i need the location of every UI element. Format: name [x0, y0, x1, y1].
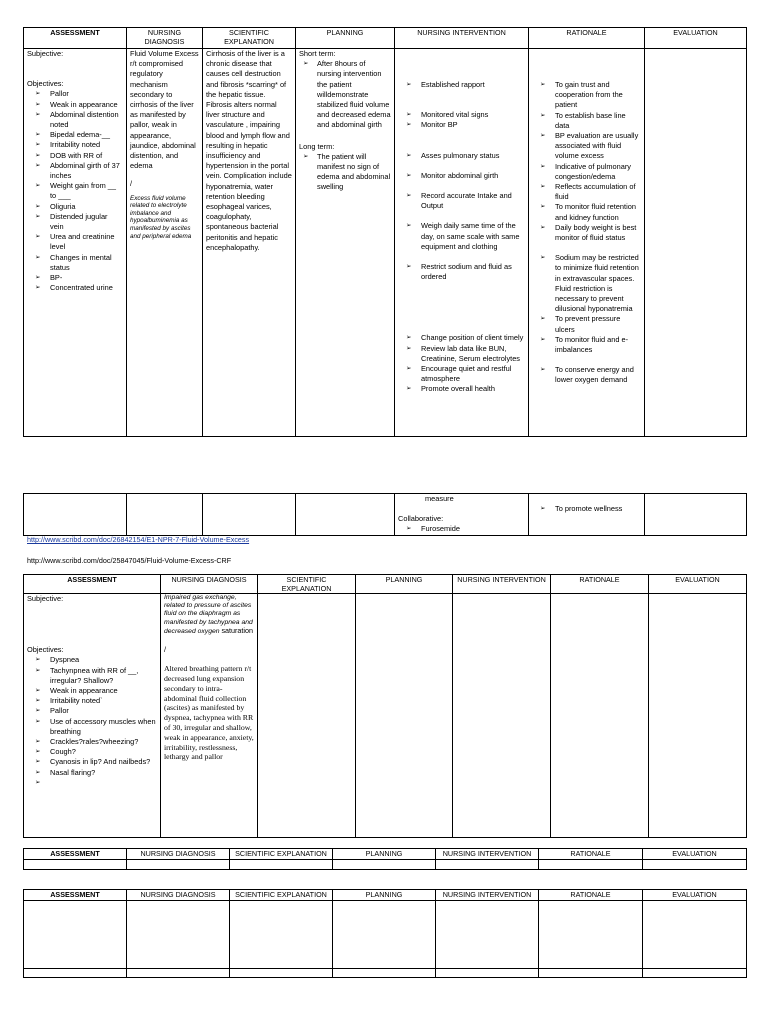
objectives-list: ➢ Dyspnea ➢ Tachynpnea with RR of __, irregular? Shallow? ➢ Weak in appearance ➢ Irritability noted` ➢ Pallor ➢ Use of accessory muscles when breathing ➢ Crackles?rales?wheezing? ➢ Cough? ➢ Cyanosis in lip? And nailbeds? ➢ Nasal flaring? ➢	[27, 655, 157, 777]
table-cell	[230, 901, 333, 969]
nursing-diagnosis-cell	[161, 594, 258, 838]
list-item: ➢ Weigh daily same time of the day, on same scale with same equipment and clothing	[406, 221, 520, 251]
list-item: ➢ Promote overall health	[406, 384, 495, 394]
assessment-cell	[24, 49, 127, 437]
care-plan-table-gas-exchange	[23, 574, 747, 838]
body-row	[24, 969, 747, 978]
list-item: ➢ Concentrated urine	[35, 283, 113, 293]
list-item: ➢ To monitor fluid and e-imbalances	[540, 334, 629, 355]
rationale-cell	[529, 49, 645, 437]
list-item: ➢ Monitored vital signs	[406, 110, 489, 120]
short-term-list	[299, 59, 391, 130]
table-cell	[24, 969, 127, 978]
table-cell	[643, 860, 747, 870]
header-row	[24, 890, 747, 901]
list-item: ➢ Asses pulmonary status	[406, 150, 500, 160]
header-row	[24, 28, 747, 49]
list-item: ➢ Indicative of pulmonary congestion/edema	[540, 161, 631, 181]
list-item: ➢ DOB with RR of	[35, 150, 103, 160]
diagnosis-serif-text: Altered breathing pattern r/t decreased lung expansion secondary to intra-abdominal fluid collection (ascites) as manifested by dyspnea, tachypnea with RR of 30, irregular and shallow, weak in appearance, anxiety, irritability, restlessness, lethargy and pallor	[164, 664, 254, 762]
short-term-label: Short term:	[299, 49, 336, 58]
care-plan-table-continuation	[23, 493, 747, 536]
list-item: ➢ To monitor fluid retention and kidney function	[540, 202, 636, 222]
header-rationale: RATIONALE	[539, 890, 643, 901]
list-item: ➢ Established rapport	[406, 80, 485, 89]
header-assessment: ASSESSMENT	[24, 28, 127, 49]
body-row	[24, 49, 747, 437]
table-cell	[436, 969, 539, 978]
header-nd-line1: NURSING	[147, 28, 182, 37]
objectives-list	[27, 89, 123, 293]
long-term-label: Long term:	[299, 141, 335, 151]
care-plan-table-1-wrapper	[23, 27, 746, 437]
body-row	[24, 901, 747, 969]
header-row	[24, 849, 747, 860]
evaluation-cell	[649, 594, 747, 838]
assessment-cell	[24, 594, 161, 838]
list-item: ➢ Monitor abdominal girth	[406, 170, 499, 180]
care-plan-table-empty-1	[23, 848, 747, 870]
table-cell	[333, 969, 436, 978]
diagnosis-italic-text	[164, 594, 254, 636]
list-item: ➢ Daily body weight is best monitor of fluid status	[540, 222, 637, 243]
subjective-label: Subjective:	[27, 594, 64, 603]
list-item: ➢ Monitor BP	[406, 120, 458, 130]
list-item: ➢ Encourage quiet and restful atmosphere	[406, 364, 512, 384]
table-cell	[230, 860, 333, 870]
header-planning: PLANNING	[296, 28, 395, 49]
care-plan-table-2-wrapper	[23, 574, 746, 838]
planning-cell	[296, 49, 395, 437]
list-item: ➢ Irritability noted	[35, 140, 101, 150]
header-evaluation: EVALUATION	[645, 28, 747, 49]
diagnosis-slash: /	[130, 179, 133, 189]
rationale-cell	[529, 494, 645, 536]
list-item: ➢ After 8hours of nursing intervention the patient willdemonstrate stabilized fluid volume and decreased edema and abdominal girth	[303, 59, 391, 130]
header-nursing-diagnosis: NURSING DIAGNOSIS	[127, 890, 230, 901]
table-cell	[643, 969, 747, 978]
header-evaluation: EVALUATION	[643, 849, 747, 860]
list-item: ➢ BP-	[35, 273, 63, 283]
table-cell	[436, 860, 539, 870]
intervention-continuation: measure	[425, 494, 454, 503]
header-planning: PLANNING	[333, 890, 436, 901]
table-cell	[24, 860, 127, 870]
list-item: ➢ Abdominal distention noted	[35, 109, 119, 130]
list-item: ➢ Nasal flaring?	[35, 767, 96, 777]
header-scientific-explanation: SCIENTIFIC EXPLANATION	[258, 575, 356, 594]
table-cell	[127, 901, 230, 969]
collaborative-label: Collaborative:	[398, 514, 444, 524]
list-item: ➢ BP evaluation are usually associated with fluid volume excess	[540, 131, 639, 161]
interventions-list	[398, 80, 525, 395]
list-item: ➢ Reflects accumulation of fluid	[540, 182, 636, 202]
scientific-text: Cirrhosis of the liver is a chronic disease that causes cell destruction and fibrosis *scarring* of the hepatic tissue. Fibrosis alters normal liver structure and vasculature , impairing blood and lymph flow and resulting in hepatic insufficiency and hypertension in the portal vein. Complication include hyponatremia, water retention bleeding esophageal varices, coagulophaty, spontaneous bacterial peritonitis and hepatic encephalopathy.	[206, 49, 292, 252]
header-se-line1: SCIENTIFIC	[229, 28, 269, 37]
care-plan-table-4-wrapper	[23, 889, 746, 978]
nursing-diagnosis-cell	[127, 494, 203, 536]
header-nursing-intervention: NURSING INTERVENTION	[453, 575, 551, 594]
evaluation-cell	[645, 494, 747, 536]
header-evaluation: EVALUATION	[649, 575, 747, 594]
reference-link-1[interactable]: http://www.scribd.com/doc/26842154/E1-NPR-7-Fluid-Volume-Excess	[27, 535, 250, 544]
table-cell	[333, 901, 436, 969]
list-item: ➢ Sodium may be restricted to minimize fluid retention in extravascular spaces. Fluid restriction is necessary to prevent dilusional hyponatremia	[540, 253, 639, 314]
table-cell	[127, 860, 230, 870]
diagnosis-italic-body: Impaired gas exchange, related to pressure of ascites fluid on the diaphragm as manifested by tachypnea and decreased oxygen	[164, 594, 253, 635]
reference-link-1-wrapper	[27, 535, 249, 545]
care-plan-table-empty-2	[23, 889, 747, 978]
list-item: ➢ Distended jugular vein	[35, 211, 108, 232]
list-item: ➢ Bipedal edema-__	[35, 130, 110, 140]
header-scientific-explanation: SCIENTIFIC EXPLANATION	[230, 890, 333, 901]
evaluation-cell	[645, 49, 747, 437]
header-planning: PLANNING	[333, 849, 436, 860]
header-assessment: ASSESSMENT	[24, 890, 127, 901]
header-planning: PLANNING	[356, 575, 453, 594]
list-item: ➢ Abdominal girth of 37 inches	[35, 160, 120, 181]
header-assessment: ASSESSMENT	[24, 575, 161, 594]
list-item: ➢ Pallor	[35, 706, 69, 716]
scientific-explanation-cell	[203, 49, 296, 437]
list-item: ➢ Weak in appearance	[35, 686, 118, 696]
nursing-intervention-cell	[453, 594, 551, 838]
header-nursing-diagnosis: NURSING DIAGNOSIS	[161, 575, 258, 594]
table-cell	[127, 969, 230, 978]
list-item: ➢ Restrict sodium and fluid as ordered	[406, 262, 512, 282]
assessment-cell	[24, 494, 127, 536]
list-item: ➢ Tachynpnea with RR of __, irregular? Shallow?	[35, 665, 139, 685]
list-item: ➢ Change position of client timely	[406, 333, 524, 343]
long-term-list	[299, 152, 391, 193]
list-item: ➢ Cough?	[35, 747, 76, 757]
list-item: ➢ Furosemide	[406, 524, 461, 534]
list-item: ➢ To conserve energy and lower oxygen demand	[540, 365, 634, 385]
list-item: ➢ Cyanosis in lip? And nailbeds?	[35, 757, 151, 767]
rationales-list	[532, 80, 641, 386]
header-rationale: RATIONALE	[529, 28, 645, 49]
header-scientific-explanation	[203, 28, 296, 49]
header-se-line2: EXPLANATION	[224, 37, 274, 46]
body-row	[24, 860, 747, 870]
header-row	[24, 575, 747, 594]
list-item: ➢ To gain trust and cooperation from the patient	[540, 80, 623, 110]
continuation-row	[24, 494, 747, 536]
list-item: ➢ Crackles?rales?wheezing?	[35, 737, 139, 747]
list-item: ➢ Oliguria	[35, 201, 76, 211]
header-nursing-intervention: NURSING INTERVENTION	[436, 890, 539, 901]
collaborative-list	[398, 524, 525, 534]
diagnosis-text: Fluid Volume Excess r/t compromised regulatory mechanism secondary to cirrhosis of the liver as manifested by pallor, weak in appearance, jaundice, abdominal distention, and edema	[130, 49, 199, 171]
nursing-diagnosis-cell	[127, 49, 203, 437]
planning-cell	[356, 594, 453, 838]
header-scientific-explanation: SCIENTIFIC EXPLANATION	[230, 849, 333, 860]
nursing-intervention-cell	[395, 49, 529, 437]
list-item: ➢ Review lab data like BUN, Creatinine, Serum electrolytes	[406, 343, 520, 363]
diagnosis-italic-tail: saturation	[221, 625, 254, 635]
table-cell	[539, 860, 643, 870]
list-item: ➢ Use of accessory muscles when breathing	[35, 716, 156, 736]
list-item: ➢ Urea and creatinine level	[35, 232, 115, 252]
table-cell	[436, 901, 539, 969]
rationale-cell	[551, 594, 649, 838]
objectives-label: Objectives:	[27, 79, 64, 89]
list-item: ➢ Pallor	[35, 89, 69, 99]
table-cell	[24, 901, 127, 969]
diagnosis-slash: /	[164, 645, 167, 655]
reference-url-2: http://www.scribd.com/doc/25847045/Fluid-Volume-Excess-CRF	[27, 556, 232, 565]
header-rationale: RATIONALE	[551, 575, 649, 594]
diagnosis-alt-text: Excess fluid volume related to electrolyte imbalance and hypoalbuminemia as manifested by ascites and peripheral edema	[130, 194, 192, 240]
care-plan-table-1-continuation-wrapper	[23, 493, 746, 536]
rationales-list	[532, 504, 641, 514]
planning-cell	[296, 494, 395, 536]
list-item: ➢ Record accurate Intake and Output	[406, 191, 512, 211]
header-assessment: ASSESSMENT	[24, 849, 127, 860]
table-cell	[333, 860, 436, 870]
list-item: ➢ Dyspnea	[35, 655, 80, 665]
nursing-intervention-cell	[395, 494, 529, 536]
body-row	[24, 594, 747, 838]
header-nursing-diagnosis	[127, 28, 203, 49]
subjective-label: Subjective:	[27, 49, 64, 58]
table-cell	[643, 901, 747, 969]
care-plan-table-3-wrapper	[23, 848, 746, 870]
reference-link-2-wrapper	[27, 556, 231, 566]
header-nursing-intervention: NURSING INTERVENTION	[436, 849, 539, 860]
table-cell	[539, 969, 643, 978]
list-item: ➢ To establish base line data	[540, 110, 626, 130]
scientific-explanation-cell	[258, 594, 356, 838]
list-item: ➢ The patient will manifest no sign of edema and abdominal swelling	[303, 151, 391, 192]
list-item: ➢ Weak in appearance	[35, 99, 118, 109]
header-rationale: RATIONALE	[539, 849, 643, 860]
header-nursing-diagnosis: NURSING DIAGNOSIS	[127, 849, 230, 860]
scientific-explanation-cell	[203, 494, 296, 536]
list-item: ➢ To promote wellness	[540, 504, 623, 513]
list-item: ➢ Irritability noted`	[35, 696, 103, 706]
header-nursing-intervention: NURSING INTERVENTION	[395, 28, 529, 49]
objectives-label: Objectives:	[27, 645, 64, 655]
header-nd-line2: DIAGNOSIS	[144, 37, 185, 46]
header-evaluation: EVALUATION	[643, 890, 747, 901]
list-item: ➢ To prevent pressure ulcers	[540, 314, 621, 334]
list-item: ➢ Weight gain from __ to ___	[35, 181, 117, 201]
care-plan-table-fluid-volume	[23, 27, 747, 437]
table-cell	[539, 901, 643, 969]
table-cell	[230, 969, 333, 978]
list-item: ➢ Changes in mental status	[35, 252, 112, 272]
